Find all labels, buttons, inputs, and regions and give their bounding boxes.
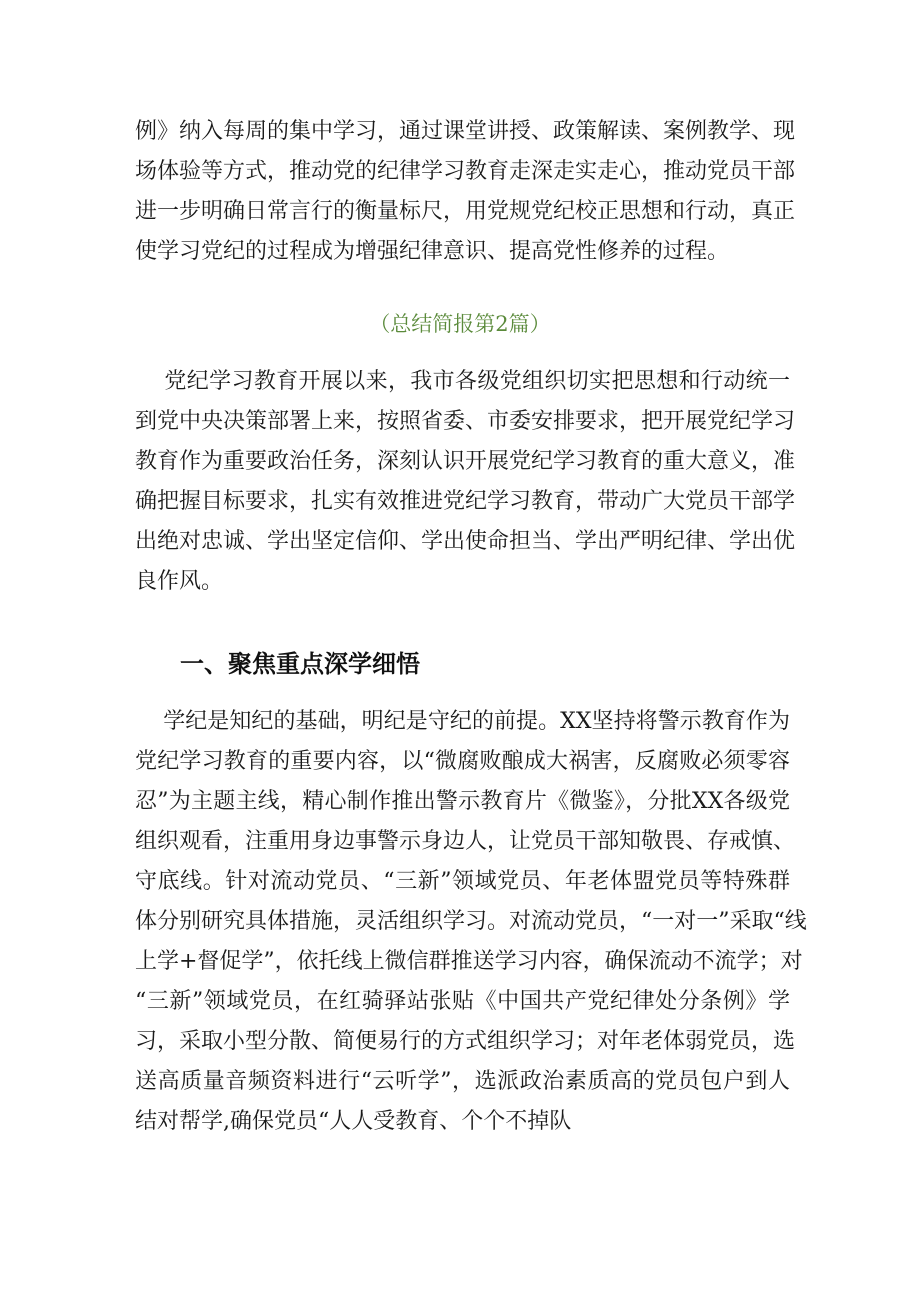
paragraph-line: 体分别研究具体措施，灵活组织学习。对流动党员，“一对一”采取“线	[135, 909, 807, 934]
paragraph-line: 出绝对忠诚、学出坚定信仰、学出使命担当、学出严明纪律、学出优	[135, 529, 796, 554]
paragraph-line: 守底线。针对流动党员、“三新”领域党员、年老体盟党员等特殊群	[135, 869, 790, 894]
paragraph-2	[135, 362, 796, 602]
paragraph-3	[135, 702, 807, 1142]
paragraph-line: 忍”为主题主线，精心制作推出警示教育片《微鉴》，分批XX各级党	[135, 789, 790, 814]
paragraph-line: 结对帮学,确保党员“人人受教育、个个不掉队	[135, 1109, 572, 1134]
paragraph-line: 学纪是知纪的基础，明纪是守纪的前提。XX坚持将警示教育作为	[135, 709, 790, 734]
section-heading: 一、聚焦重点深学细悟	[180, 650, 420, 678]
paragraph-1	[135, 112, 796, 272]
paragraph-line: 良作风。	[135, 569, 224, 594]
paragraph-line: 党纪学习教育开展以来，我市各级党组织切实把思想和行动统一	[135, 369, 790, 394]
paragraph-line: “三新”领域党员，在红骑驿站张贴《中国共产党纪律处分条例》学	[135, 989, 790, 1014]
paragraph-line: 例》纳入每周的集中学习，通过课堂讲授、政策解读、案例教学、现	[135, 119, 796, 144]
paragraph-line: 使学习党纪的过程成为增强纪律意识、提高党性修养的过程。	[135, 239, 730, 264]
paragraph-line: 上学+督促学”，依托线上微信群推送学习内容，确保流动不流学；对	[135, 949, 803, 974]
paragraph-line: 进一步明确日常言行的衡量标尺，用党规党纪校正思想和行动，真正	[135, 199, 796, 224]
paragraph-line: 场体验等方式，推动党的纪律学习教育走深走实走心，推动党员干部	[135, 159, 796, 184]
section-subtitle: （总结简报第2篇）	[369, 312, 551, 336]
paragraph-line: 党纪学习教育的重要内容，以“微腐败酿成大祸害，反腐败必须零容	[135, 749, 790, 774]
paragraph-line: 组织观看，注重用身边事警示身边人，让党员干部知敬畏、存戒慎、	[135, 829, 796, 854]
paragraph-line: 送高质量音频资料进行“云听学”，选派政治素质高的党员包户到人	[135, 1069, 790, 1094]
paragraph-line: 确把握目标要求，扎实有效推进党纪学习教育，带动广大党员干部学	[135, 489, 796, 514]
paragraph-line: 到党中央决策部署上来，按照省委、市委安排要求，把开展党纪学习	[135, 409, 796, 434]
paragraph-line: 教育作为重要政治任务，深刻认识开展党纪学习教育的重大意义，准	[135, 449, 796, 474]
paragraph-line: 习，采取小型分散、简便易行的方式组织学习；对年老体弱党员，选	[135, 1029, 796, 1054]
